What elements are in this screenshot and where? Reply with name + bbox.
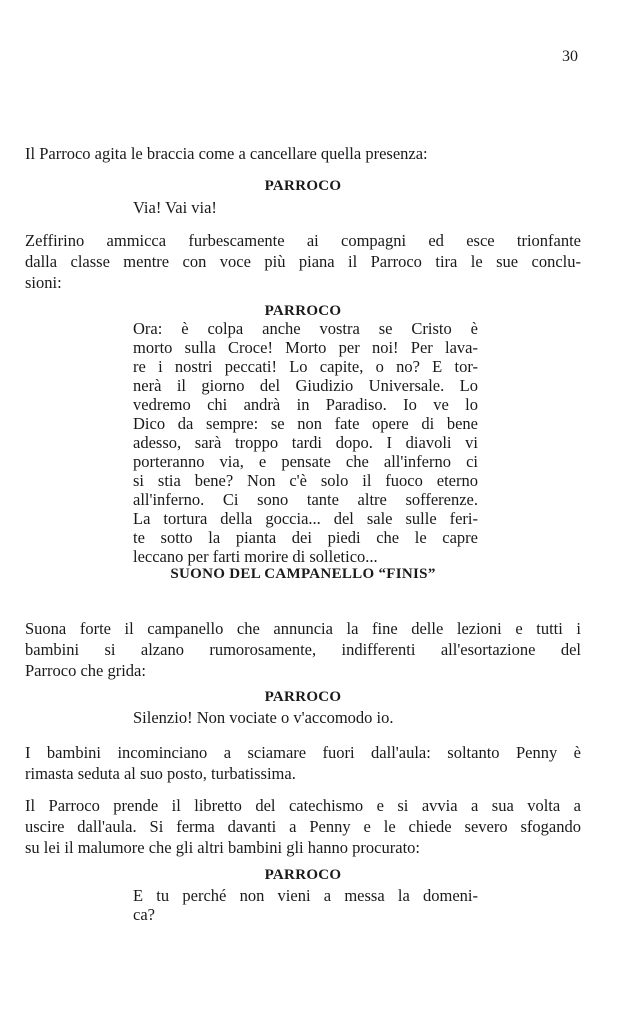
- text-line: adesso, sarà troppo tardi dopo. I diavoli vi: [133, 433, 478, 452]
- dialogue-line: [133, 198, 478, 217]
- stage-direction: [25, 795, 581, 858]
- stage-direction: [25, 742, 581, 784]
- text-line: I bambini incominciano a sciamare fuori dall'aula: soltanto Penny è: [25, 743, 581, 762]
- text-line: Zeffirino ammicca furbescamente ai compagni ed esce trionfante: [25, 231, 581, 250]
- text-line: Ora: è colpa anche vostra se Cristo è: [133, 319, 478, 338]
- dialogue-line: [133, 708, 478, 727]
- text-line: dalla classe mentre con voce più piana il Parroco tira le sue conclu-: [25, 252, 581, 271]
- sound-cue: SUONO DEL CAMPANELLO “FINIS”: [170, 566, 436, 582]
- text-line: bambini si alzano rumorosamente, indifferenti all'esortazione del: [25, 640, 581, 659]
- text-line: La tortura della goccia... del sale sulle feri-: [133, 509, 478, 528]
- text-line: Parroco che grida:: [25, 661, 146, 680]
- stage-direction: [25, 230, 581, 293]
- text-line: sioni:: [25, 273, 62, 292]
- text-line: rimasta seduta al suo posto, turbatissima.: [25, 764, 296, 783]
- text-line: all'inferno. Ci sono tante altre sofferenze.: [133, 490, 478, 509]
- text-line: ca?: [133, 905, 155, 924]
- speaker-name: PARROCO: [264, 689, 342, 705]
- stage-direction: [25, 618, 581, 681]
- text-line: su lei il malumore che gli altri bambini gli hanno procurato:: [25, 838, 420, 857]
- text-line: E tu perché non vieni a messa la domeni-: [133, 886, 478, 905]
- text-line: leccano per farti morire di solletico...: [133, 547, 378, 566]
- speaker-name: PARROCO: [264, 303, 342, 319]
- speaker-name: PARROCO: [264, 867, 342, 883]
- page-number: 30: [562, 48, 578, 65]
- text-line: Via! Vai via!: [133, 198, 217, 217]
- stage-direction: [25, 143, 581, 164]
- text-line: Il Parroco prende il libretto del catechismo e si avvia a sua volta a: [25, 796, 581, 815]
- text-line: si stia bene? Non c'è solo il fuoco eterno: [133, 471, 478, 490]
- text-line: re i nostri peccati! Lo capite, o no? E tor-: [133, 357, 478, 376]
- text-line: nerà il giorno del Giudizio Universale. Lo: [133, 376, 478, 395]
- dialogue-line: [133, 886, 478, 924]
- speaker-name: PARROCO: [264, 178, 342, 194]
- text-line: Dico da sempre: se non fate opere di bene: [133, 414, 478, 433]
- dialogue-line: [133, 319, 478, 566]
- text-line: porteranno via, e pensate che all'inferno ci: [133, 452, 478, 471]
- text-line: Suona forte il campanello che annuncia la fine delle lezioni e tutti i: [25, 619, 581, 638]
- text-line: Il Parroco agita le braccia come a cancellare quella presenza:: [25, 144, 428, 163]
- text-line: Silenzio! Non vociate o v'accomodo io.: [133, 708, 394, 727]
- text-line: uscire dall'aula. Si ferma davanti a Penny e le chiede severo sfogando: [25, 817, 581, 836]
- text-line: vedremo chi andrà in Paradiso. Io ve lo: [133, 395, 478, 414]
- text-line: morto sulla Croce! Morto per noi! Per lava-: [133, 338, 478, 357]
- text-line: te sotto la pianta dei piedi che le capre: [133, 528, 478, 547]
